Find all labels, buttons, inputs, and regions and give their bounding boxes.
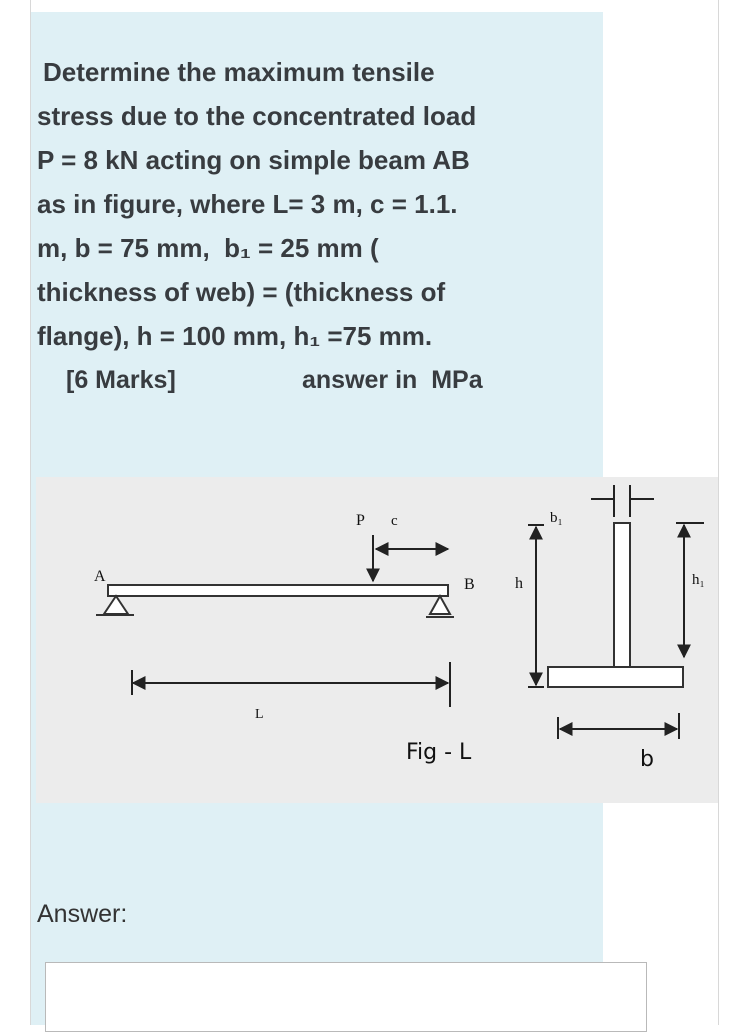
label-h1: h₁ — [692, 572, 705, 588]
question-line-7: flange), h = 100 mm, h₁ =75 mm. — [37, 321, 433, 351]
question-line-1: Determine the maximum tensile — [43, 57, 435, 87]
label-b1: b₁ — [550, 510, 563, 526]
marks-label: [6 Marks] — [66, 366, 176, 394]
figure-caption: Fig - L — [406, 740, 472, 765]
question-line-5: m, b = 75 mm, b₁ = 25 mm ( — [37, 233, 379, 263]
label-c: c — [391, 513, 398, 529]
answer-units-hint: answer in MPa — [302, 366, 483, 394]
simple-beam — [108, 585, 448, 596]
question-line-3: P = 8 kN acting on simple beam AB — [37, 145, 470, 175]
question-line-4: as in figure, where L= 3 m, c = 1.1. — [37, 189, 458, 219]
question-line-6: thickness of web) = (thickness of — [37, 277, 446, 307]
dimension-h — [528, 525, 544, 687]
beam-diagram-svg — [36, 477, 718, 803]
label-l: L — [255, 707, 264, 722]
answer-input[interactable] — [45, 962, 647, 1032]
label-a: A — [94, 568, 106, 585]
label-b: b — [640, 747, 654, 772]
dimension-b1 — [591, 485, 654, 517]
answer-label: Answer: — [37, 900, 128, 928]
beam-figure — [36, 477, 718, 803]
support-b-roller — [426, 596, 454, 617]
dimension-b — [558, 713, 679, 739]
dimension-h1 — [676, 523, 704, 657]
support-a-pin — [96, 596, 134, 615]
label-h: h — [515, 575, 523, 592]
page-border-right — [718, 0, 719, 1025]
label-b-support: B — [464, 576, 475, 593]
dimension-l — [132, 662, 450, 707]
question-line-2: stress due to the concentrated load — [37, 101, 477, 131]
label-p: P — [356, 512, 365, 529]
t-section — [546, 523, 683, 690]
